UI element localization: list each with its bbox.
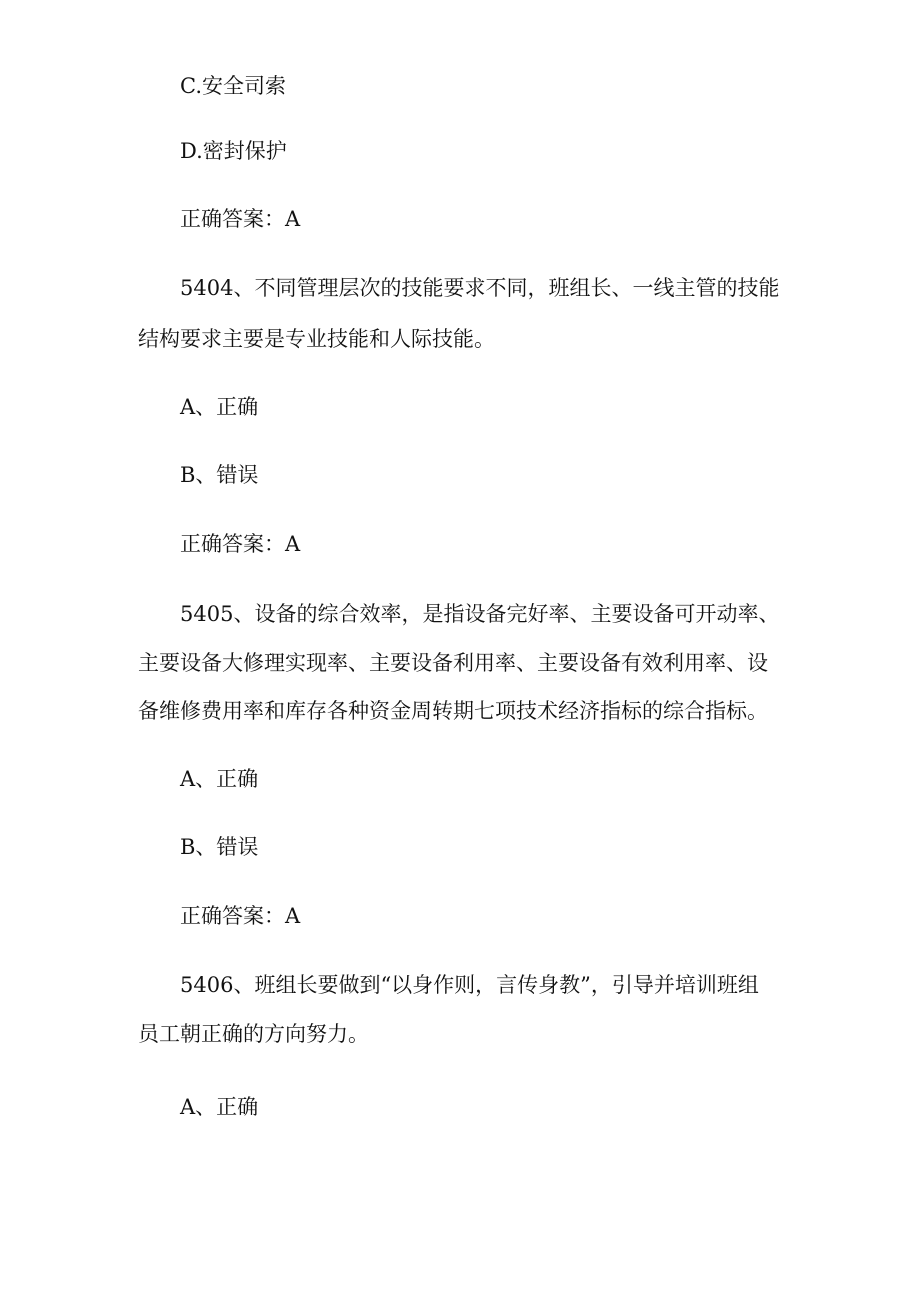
option-c: C.安全司索: [180, 74, 286, 98]
question-5406-cont: 员工朝正确的方向努力。: [138, 1022, 369, 1046]
question-5406: 5406、班组长要做到“以身作则，言传身教”，引导并培训班组: [180, 973, 759, 997]
option-b: B、错误: [180, 835, 259, 859]
answer-line: 正确答案：A: [180, 207, 301, 231]
option-a: A、正确: [180, 1095, 259, 1119]
answer-line: 正确答案：A: [180, 532, 301, 556]
option-a: A、正确: [180, 395, 259, 419]
question-5405-cont-1: 主要设备大修理实现率、主要设备利用率、主要设备有效利用率、设: [138, 651, 768, 675]
question-5404-cont: 结构要求主要是专业技能和人际技能。: [138, 327, 495, 351]
answer-line: 正确答案：A: [180, 904, 301, 928]
option-a: A、正确: [180, 767, 259, 791]
option-d: D.密封保护: [180, 139, 287, 163]
question-5404: 5404、不同管理层次的技能要求不同，班组长、一线主管的技能: [180, 276, 780, 300]
question-5405-cont-2: 备维修费用率和库存各种资金周转期七项技术经济指标的综合指标。: [138, 699, 768, 723]
question-5405: 5405、设备的综合效率，是指设备完好率、主要设备可开动率、: [180, 602, 780, 626]
option-b: B、错误: [180, 463, 259, 487]
